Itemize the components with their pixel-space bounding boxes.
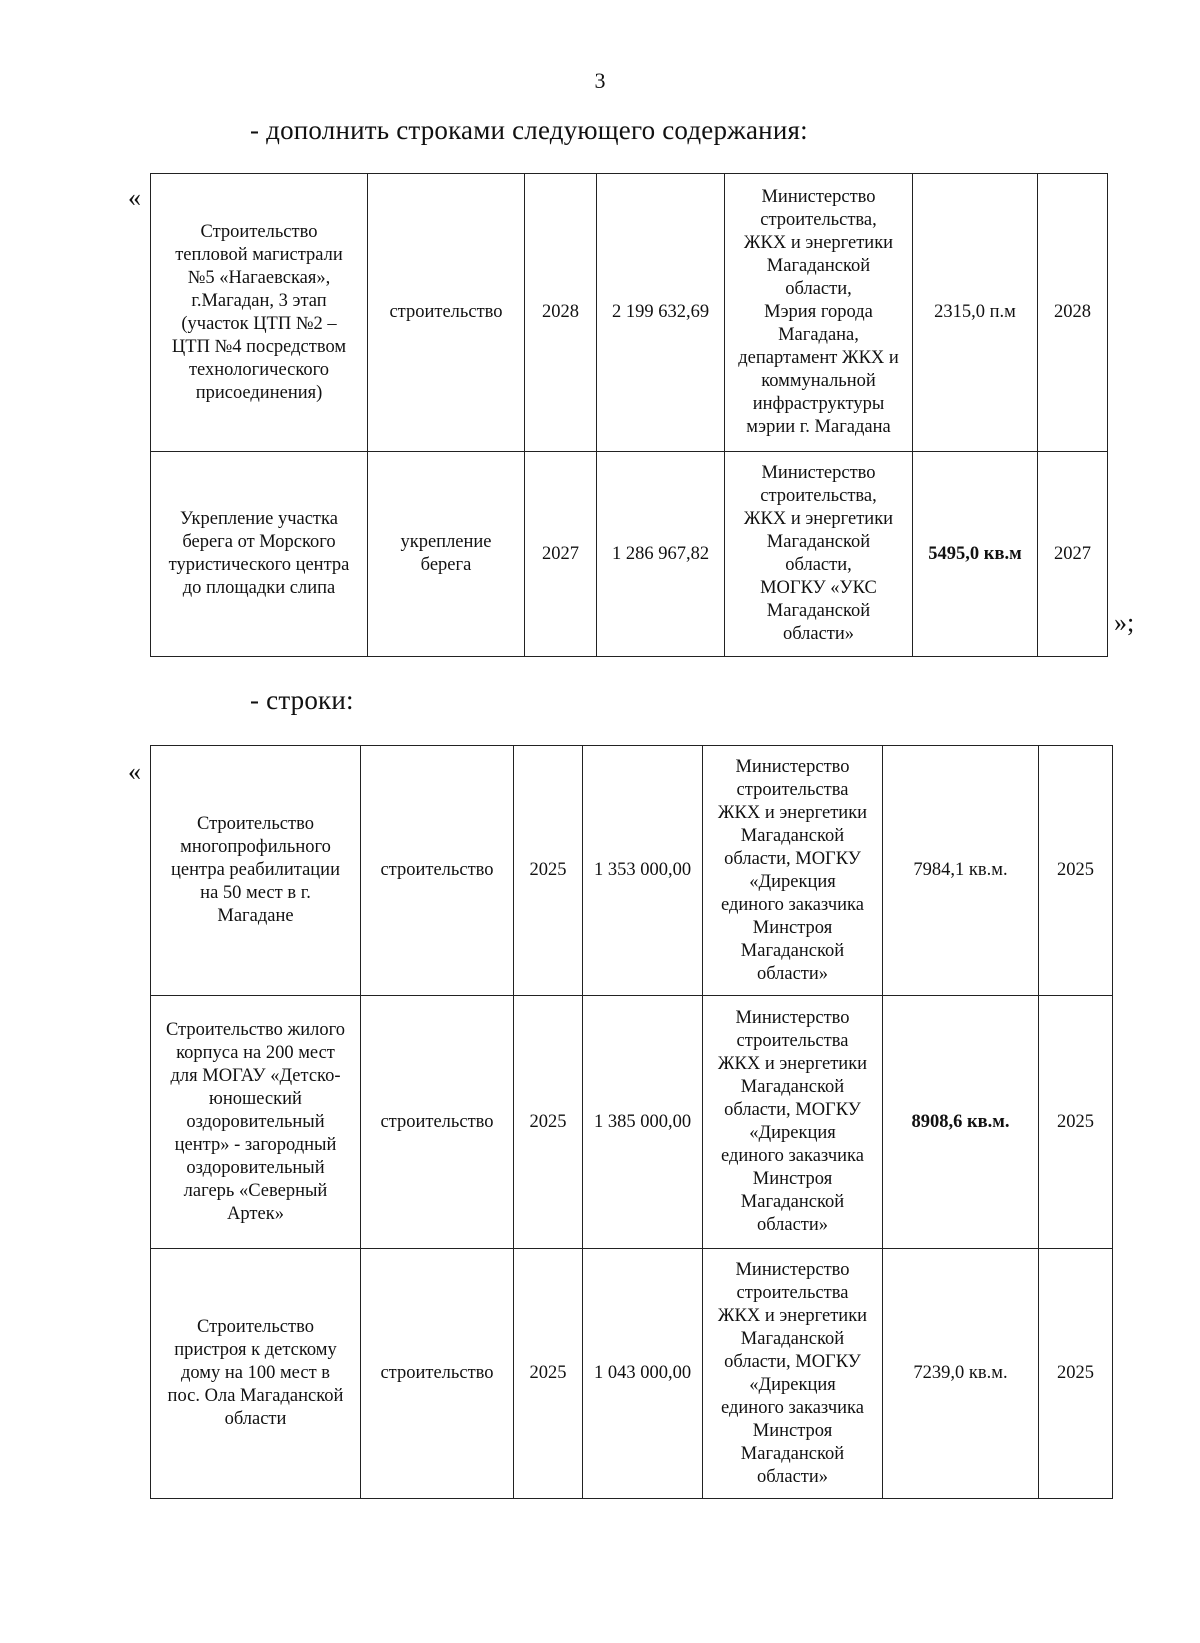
cost-cell: 1 385 000,00	[583, 996, 703, 1249]
table-added-rows	[150, 173, 1108, 657]
object-name-cell: Строительство многопрофильного центра реабилитации на 50 мест в г. Магадане	[151, 746, 361, 996]
table-row	[151, 452, 1108, 657]
work-type-cell: укрепление берега	[368, 452, 525, 657]
responsible-cell: Министерство строительства, ЖКХ и энергетики Магаданской области, МОГКУ «УКС Магаданской области»	[725, 452, 913, 657]
object-name-cell: Строительство жилого корпуса на 200 мест для МОГАУ «Детско- юношеский оздоровительный центр» - загородный оздоровительный лагерь «Северный Артек»	[151, 996, 361, 1249]
responsible-cell: Министерство строительства ЖКХ и энергетики Магаданской области, МОГКУ «Дирекция единого заказчика Минстроя Магаданской области»	[703, 746, 883, 996]
start-year-cell: 2025	[514, 996, 583, 1249]
end-year-cell: 2025	[1039, 746, 1113, 996]
page-number: 3	[594, 68, 606, 93]
heading-add-rows: - дополнить строками следующего содержания:	[250, 115, 808, 145]
capacity-cell: 5495,0 кв.м	[913, 452, 1038, 657]
capacity-cell: 8908,6 кв.м.	[883, 996, 1039, 1249]
end-year-cell: 2027	[1038, 452, 1108, 657]
capacity-cell: 7239,0 кв.м.	[883, 1249, 1039, 1499]
close-quote-add: »;	[1114, 608, 1135, 637]
open-quote-rows: «	[128, 757, 141, 786]
work-type-cell: строительство	[361, 746, 514, 996]
start-year-cell: 2028	[525, 174, 597, 452]
responsible-cell: Министерство строительства ЖКХ и энергетики Магаданской области, МОГКУ «Дирекция единого заказчика Минстроя Магаданской области»	[703, 1249, 883, 1499]
cost-cell: 1 353 000,00	[583, 746, 703, 996]
responsible-cell: Министерство строительства, ЖКХ и энергетики Магаданской области, Мэрия города Магадана, департамент ЖКХ и коммунальной инфраструктуры мэрии г. Магадана	[725, 174, 913, 452]
capacity-cell: 2315,0 п.м	[913, 174, 1038, 452]
responsible-cell: Министерство строительства ЖКХ и энергетики Магаданской области, МОГКУ «Дирекция единого заказчика Минстроя Магаданской области»	[703, 996, 883, 1249]
object-name-cell: Укрепление участка берега от Морского туристического центра до площадки слипа	[151, 452, 368, 657]
cost-cell: 1 286 967,82	[597, 452, 725, 657]
object-name-cell: Строительство пристроя к детскому дому на 100 мест в пос. Ола Магаданской области	[151, 1249, 361, 1499]
start-year-cell: 2025	[514, 746, 583, 996]
work-type-cell: строительство	[368, 174, 525, 452]
table-row	[151, 174, 1108, 452]
capacity-cell: 7984,1 кв.м.	[883, 746, 1039, 996]
work-type-cell: строительство	[361, 1249, 514, 1499]
end-year-cell: 2025	[1039, 996, 1113, 1249]
start-year-cell: 2027	[525, 452, 597, 657]
end-year-cell: 2025	[1039, 1249, 1113, 1499]
table-row	[151, 1249, 1113, 1499]
table-replaced-rows	[150, 745, 1113, 1499]
cost-cell: 1 043 000,00	[583, 1249, 703, 1499]
open-quote-add: «	[128, 183, 141, 212]
cost-cell: 2 199 632,69	[597, 174, 725, 452]
object-name-cell: Строительство тепловой магистрали №5 «Нагаевская», г.Магадан, 3 этап (участок ЦТП №2 – ЦТП №4 посредством технологического присоединения)	[151, 174, 368, 452]
table-row	[151, 746, 1113, 996]
work-type-cell: строительство	[361, 996, 514, 1249]
table-row	[151, 996, 1113, 1249]
end-year-cell: 2028	[1038, 174, 1108, 452]
start-year-cell: 2025	[514, 1249, 583, 1499]
heading-rows: - строки:	[250, 685, 354, 715]
